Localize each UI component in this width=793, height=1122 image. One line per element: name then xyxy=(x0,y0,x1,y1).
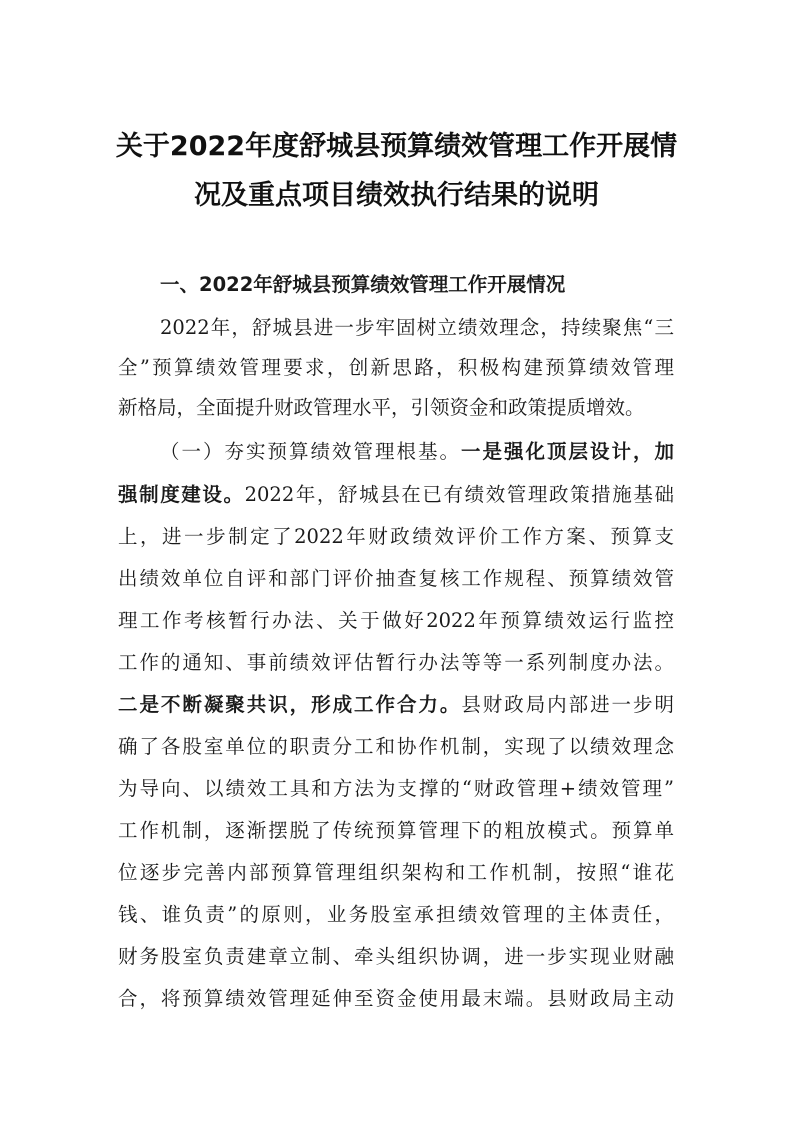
subsection-title: （一）夯实预算绩效管理根基。 xyxy=(160,440,461,463)
paragraph-1-line-2: 全”预算绩效管理要求，创新思路，积极构建预算绩效管理 xyxy=(118,356,674,379)
paragraph-2-line-12: 钱、谁负责”的原则，业务股室承担绩效管理的主体责任， xyxy=(118,903,674,926)
paragraph-2-line-11: 位逐步完善内部预算管理组织架构和工作机制，按照“谁花 xyxy=(118,861,674,884)
paragraph-2-line-5: 理工作考核暂行办法、关于做好2022年预算绩效运行监控 xyxy=(118,609,674,632)
paragraph-2-line-1 xyxy=(160,435,674,469)
paragraph-1-line-1: 2022年，舒城县进一步牢固树立绩效理念，持续聚焦“三 xyxy=(160,316,674,339)
paragraph-2-line-7 xyxy=(118,688,674,722)
bold-lead-1: 一是强化顶层设计，加 xyxy=(460,440,674,463)
body-text: 2022年，舒城县在已有绩效管理政策措施基础 xyxy=(244,483,674,506)
paragraph-2-line-10: 工作机制，逐渐摆脱了传统预算管理下的粗放模式。预算单 xyxy=(118,819,674,842)
paragraph-2-line-8: 确了各股室单位的职责分工和协作机制，实现了以绩效理念 xyxy=(118,735,674,758)
paragraph-2-line-14: 合，将预算绩效管理延伸至资金使用最末端。县财政局主动 xyxy=(118,987,674,1010)
bold-lead-1-cont: 强制度建设。 xyxy=(118,483,245,506)
document-title-line-1: 关于2022年度舒城县预算绩效管理工作开展情 xyxy=(115,131,678,162)
paragraph-2-line-6: 工作的通知、事前绩效评估暂行办法等等一系列制度办法。 xyxy=(118,651,674,674)
paragraph-1-line-3: 新格局，全面提升财政管理水平，引领资金和政策提质增效。 xyxy=(118,396,645,419)
paragraph-2-line-13: 财务股室负责建章立制、牵头组织协调，进一步实现业财融 xyxy=(118,945,674,968)
bold-lead-2: 二是不断凝聚共识，形成工作合力。 xyxy=(118,693,462,716)
section-heading: 一、2022年舒城县预算绩效管理工作开展情况 xyxy=(160,273,566,296)
paragraph-2-line-4: 出绩效单位自评和部门评价抽查复核工作规程、预算绩效管 xyxy=(118,567,674,590)
body-text: 县财政局内部进一步明 xyxy=(461,693,674,716)
paragraph-2-line-9: 为导向、以绩效工具和方法为支撑的“财政管理+绩效管理” xyxy=(118,777,674,800)
document-title-line-2: 况及重点项目绩效执行结果的说明 xyxy=(194,180,599,211)
paragraph-2-line-3: 上，进一步制定了2022年财政绩效评价工作方案、预算支 xyxy=(118,525,674,548)
paragraph-2-line-2 xyxy=(118,478,674,512)
